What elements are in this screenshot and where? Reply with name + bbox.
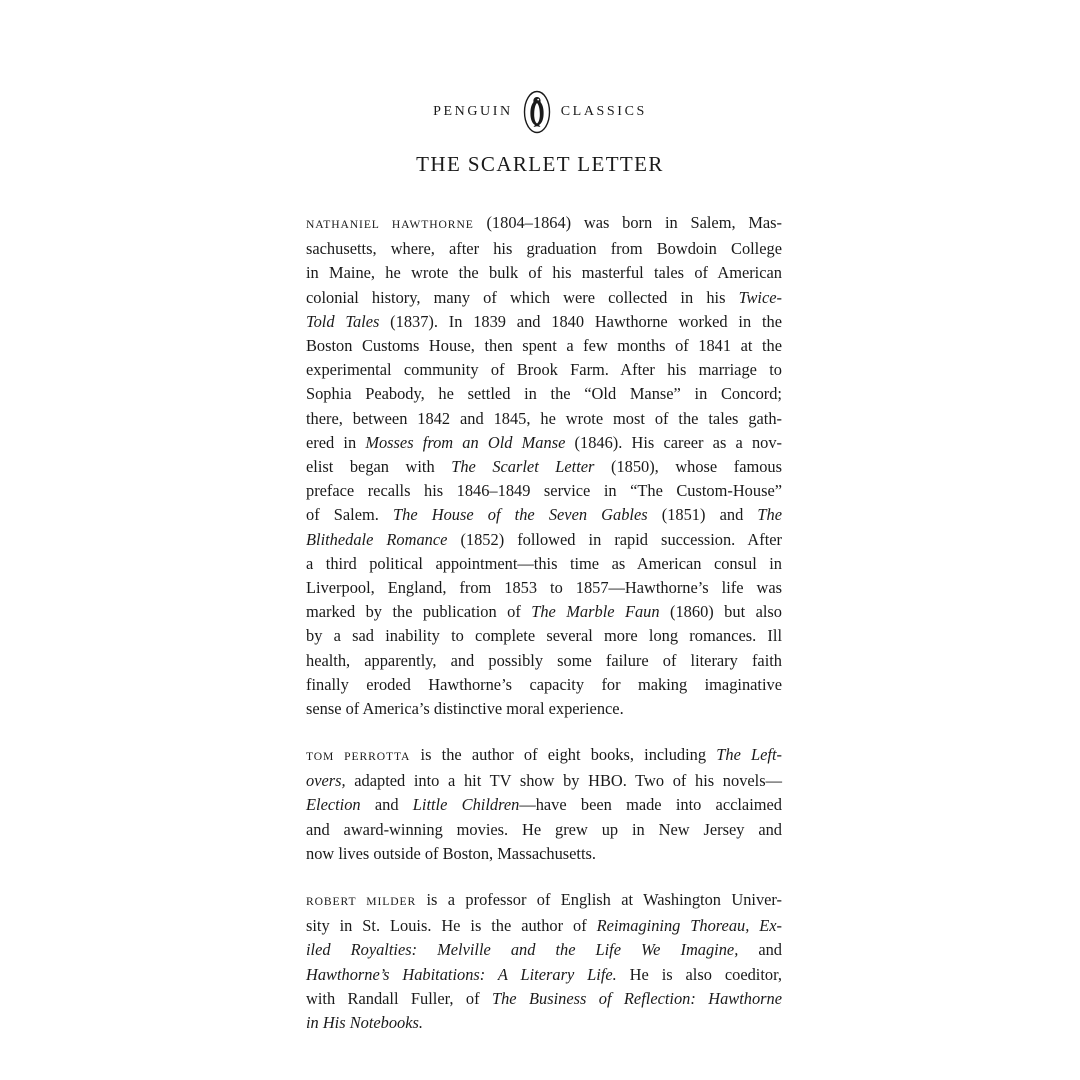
text-run: adapted into a hit TV show by HBO. Two of his novels— bbox=[345, 771, 782, 791]
text-line bbox=[306, 261, 782, 285]
text-line bbox=[306, 286, 782, 310]
text-line bbox=[306, 237, 782, 261]
contributor-bio-perrotta bbox=[306, 743, 782, 866]
text-line bbox=[306, 310, 782, 334]
text-run: Boston Customs House, then spent a few months of 1841 at the bbox=[306, 336, 782, 356]
text-run: He is also coeditor, bbox=[616, 964, 782, 984]
text-run: (1851) and bbox=[647, 505, 758, 525]
italic-title: The Business of Reflection: Hawthorne bbox=[492, 988, 782, 1008]
text-line bbox=[306, 624, 782, 648]
text-line bbox=[306, 818, 782, 842]
text-run: there, between 1842 and 1845, he wrote most of the tales gath- bbox=[306, 408, 782, 428]
italic-title: The bbox=[757, 505, 783, 525]
text-run: (1846). His career as a nov- bbox=[565, 432, 783, 452]
text-run: and award-winning movies. He grew up in New Jersey and bbox=[306, 819, 782, 839]
text-line bbox=[306, 914, 782, 938]
text-line bbox=[306, 576, 782, 600]
imprint-left: PENGUIN bbox=[433, 104, 513, 119]
text-line bbox=[306, 842, 782, 866]
publisher-header bbox=[0, 90, 1080, 134]
italic-title: The Marble Faun bbox=[531, 602, 660, 622]
text-line bbox=[306, 407, 782, 431]
name-smallcaps: NATHANIEL HAWTHORNE bbox=[306, 218, 474, 231]
text-line bbox=[306, 503, 782, 527]
penguin-logo-icon bbox=[523, 90, 551, 134]
text-line bbox=[306, 963, 782, 987]
text-line bbox=[306, 1011, 782, 1035]
text-run: is the author of eight books, including bbox=[410, 745, 717, 764]
text-line bbox=[306, 987, 782, 1011]
text-run: sachusetts, where, after his graduation from Bowdoin College bbox=[306, 239, 782, 259]
text-run: by a sad inability to complete several more long romances. Ill bbox=[306, 626, 782, 646]
text-line bbox=[306, 479, 782, 503]
italic-title: The Scarlet Letter bbox=[451, 457, 595, 477]
italic-title: Blithedale Romance bbox=[306, 529, 448, 549]
italic-title: iled Royalties: Melville and the Life We Imagine, bbox=[306, 940, 739, 960]
text-run: of Salem. bbox=[306, 505, 394, 525]
italic-title: Reimagining Thoreau, Ex- bbox=[596, 916, 782, 936]
text-run: is a professor of English at Washington Univer- bbox=[416, 890, 783, 909]
italic-title: The House of the Seven Gables bbox=[393, 505, 648, 525]
text-run: Sophia Peabody, he settled in the “Old Manse” in Concord; bbox=[306, 384, 782, 404]
text-run: and bbox=[738, 940, 782, 960]
text-line bbox=[306, 528, 782, 552]
text-run: finally eroded Hawthorne’s capacity for making imaginative bbox=[306, 674, 782, 694]
imprint-right: CLASSICS bbox=[560, 104, 647, 119]
text-run: —have been made into acclaimed bbox=[519, 795, 782, 815]
text-line bbox=[306, 649, 782, 673]
text-line bbox=[306, 382, 782, 406]
text-line bbox=[306, 455, 782, 479]
text-line bbox=[306, 552, 782, 576]
text-run: ered in bbox=[306, 432, 366, 452]
text-run: (1852) followed in rapid succession. After bbox=[447, 529, 782, 549]
italic-title: Little Children bbox=[412, 795, 520, 815]
italic-title: The Left- bbox=[716, 745, 782, 764]
italic-title: Twice- bbox=[738, 287, 782, 307]
italic-title: Mosses from an Old Manse bbox=[365, 432, 566, 452]
italic-title: overs, bbox=[306, 771, 346, 791]
text-run: colonial history, many of which were collected in his bbox=[306, 287, 739, 307]
text-run: (1850), whose famous bbox=[594, 457, 782, 477]
book-title: THE SCARLET LETTER bbox=[416, 152, 664, 176]
text-run: experimental community of Brook Farm. After his marriage to bbox=[306, 360, 782, 380]
italic-title: in His Notebooks. bbox=[306, 1013, 424, 1033]
text-line bbox=[306, 743, 782, 769]
text-run: (1860) but also bbox=[659, 602, 782, 622]
text-line bbox=[306, 793, 782, 817]
text-line bbox=[306, 211, 782, 237]
text-line bbox=[306, 334, 782, 358]
text-run: preface recalls his 1846–1849 service in “The Custom-House” bbox=[306, 481, 782, 501]
text-run: a third political appointment—this time as American consul in bbox=[306, 553, 782, 573]
text-run: and bbox=[360, 795, 413, 815]
contributor-bio-milder bbox=[306, 888, 782, 1035]
italic-title: Election bbox=[306, 795, 361, 815]
text-run: sense of America’s distinctive moral experience. bbox=[306, 699, 624, 719]
text-line bbox=[306, 358, 782, 382]
text-line bbox=[306, 697, 782, 721]
text-run: marked by the publication of bbox=[306, 602, 532, 622]
text-run: with Randall Fuller, of bbox=[306, 988, 492, 1008]
author-bio-hawthorne bbox=[306, 211, 782, 721]
text-line bbox=[306, 888, 782, 914]
text-run: now lives outside of Boston, Massachusetts. bbox=[306, 843, 597, 863]
text-run: (1804–1864) was born in Salem, Mas- bbox=[473, 213, 783, 232]
text-run: in Maine, he wrote the bulk of his masterful tales of American bbox=[306, 263, 782, 283]
italic-title: Hawthorne’s Habitations: A Literary Life. bbox=[306, 964, 617, 984]
text-run: sity in St. Louis. He is the author of bbox=[306, 916, 597, 936]
text-run: Liverpool, England, from 1853 to 1857—Hawthorne’s life was bbox=[306, 578, 782, 598]
italic-title: Told Tales bbox=[306, 311, 380, 331]
text-line bbox=[306, 673, 782, 697]
text-line bbox=[306, 600, 782, 624]
text-line bbox=[306, 431, 782, 455]
text-run: elist began with bbox=[306, 457, 452, 477]
text-run: health, apparently, and possibly some failure of literary faith bbox=[306, 650, 782, 670]
name-smallcaps: TOM PERROTTA bbox=[306, 750, 411, 763]
name-smallcaps: ROBERT MILDER bbox=[306, 895, 417, 908]
text-line bbox=[306, 769, 782, 793]
text-line bbox=[306, 938, 782, 962]
text-run: (1837). In 1839 and 1840 Hawthorne worked in the bbox=[379, 311, 782, 331]
